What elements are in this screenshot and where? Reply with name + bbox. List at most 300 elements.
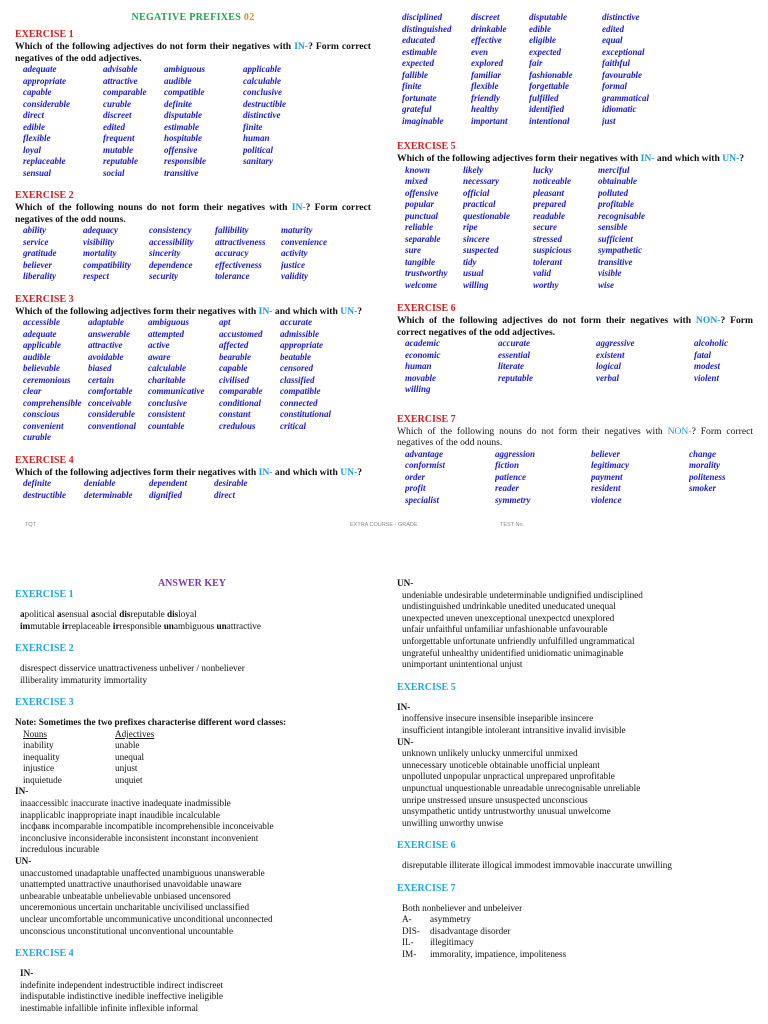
- word-item: audible: [164, 75, 192, 86]
- word-item: accessibility: [149, 236, 194, 247]
- answer-key-exercise-3-heading: EXERCISE 3: [15, 697, 74, 709]
- answer-key-exercise-5-heading: EXERCISE 5: [397, 681, 456, 693]
- prefix-part: a: [57, 609, 62, 619]
- word-item: active: [148, 340, 170, 350]
- prefix-part: dis: [167, 609, 179, 619]
- word-item: sympathetic: [598, 245, 642, 255]
- word-item: adequate: [23, 328, 57, 339]
- word-item: apt: [219, 317, 231, 327]
- word-item: applicable: [23, 340, 61, 350]
- exercise-1-question: Which of the following adjectives do not form their negatives with IN-? Form correct negatives of the odd adjectives.: [15, 41, 371, 64]
- word-item: mixed: [405, 176, 428, 186]
- word-item: civilised: [219, 374, 249, 385]
- word-item: believable: [23, 363, 60, 373]
- answer-line: inestimable infallible infinite inflexible informal: [20, 1002, 199, 1013]
- word-item: consistent: [148, 409, 186, 419]
- word-item: explored: [471, 58, 503, 68]
- stem-part: attractive: [226, 620, 261, 631]
- word-item: discreet: [471, 12, 500, 22]
- word-item: accessible: [23, 317, 60, 327]
- word-item: reputable: [103, 156, 138, 166]
- word-item: convenience: [281, 236, 327, 247]
- answer-line: undeniable undesirable undeterminable undignified undisciplined: [402, 589, 643, 600]
- word-item: disputable: [164, 110, 203, 120]
- exercise-5-heading: EXERCISE 5: [397, 141, 456, 152]
- stem-part: loyal: [178, 609, 197, 619]
- nouns-column-header: Nouns: [23, 728, 47, 739]
- title-number: 02: [243, 12, 255, 23]
- answer-line: inoffensive insecure insensible inseparible insincere: [402, 713, 594, 724]
- prefix-part: im: [20, 620, 31, 631]
- exercise-4-word-list: [23, 478, 371, 501]
- answer-key-exercise-5-in-lines: [397, 713, 757, 736]
- word-item: trustworthy: [405, 268, 448, 278]
- word-item: ambiguous: [164, 64, 206, 74]
- word-item: attractiveness: [215, 236, 266, 247]
- word-item: fatal: [694, 349, 711, 360]
- word-item: [596, 384, 694, 396]
- word-item: respect: [83, 271, 109, 281]
- word-item: comparable: [219, 386, 263, 396]
- word-item: tangible: [405, 256, 436, 267]
- exercise-7-heading: EXERCISE 7: [397, 413, 456, 425]
- word-item: transitive: [598, 256, 633, 267]
- word-item: edible: [23, 121, 45, 132]
- word-item: change: [689, 448, 716, 459]
- stem-part: sensual: [61, 609, 91, 619]
- word-item: pleasant: [533, 187, 565, 198]
- word-item: activity: [281, 248, 308, 258]
- exercise-7-question: Which of the following nouns do not form their negatives with NON-? Form correct negatives of the odd nouns.: [397, 425, 753, 448]
- word-item: clear: [23, 386, 42, 396]
- word-item: effectiveness: [215, 259, 262, 270]
- word-item: aware: [148, 351, 171, 362]
- exercise-3-word-list: [23, 317, 371, 444]
- prefix-part: ir: [62, 620, 69, 631]
- answer-key-exercise-5-un-label: UN-: [397, 736, 414, 747]
- answer-line: illiberality immaturity immortality: [20, 674, 148, 685]
- answer-line: unsympathetic untidy untrustworthy unusual unwelcome: [402, 806, 611, 817]
- word-item: connected: [280, 397, 318, 408]
- word-item: estimable: [164, 121, 199, 132]
- word-item: deniable: [84, 478, 116, 488]
- word-item: security: [149, 271, 178, 281]
- word-item: just: [602, 115, 616, 126]
- exercise-2-heading: EXERCISE 2: [15, 190, 74, 201]
- word-item: exceptional: [602, 46, 645, 57]
- answer-key-exercise-6-heading: EXERCISE 6: [397, 840, 456, 852]
- word-item: adequate: [23, 64, 57, 74]
- word-item: known: [405, 164, 431, 175]
- word-item: offensive: [405, 187, 439, 198]
- answer-line: unclear uncomfortable uncommunicative unconditional unconnected: [20, 914, 273, 924]
- adjectives-column-header: Adjectives: [115, 728, 155, 739]
- word-item: obtainable: [598, 176, 638, 186]
- word-item: fortunate: [402, 92, 437, 103]
- answer-line: unnecessary unoticeble obtainable unofficial unpleant: [402, 759, 600, 770]
- answer-key-exercise-4-heading: EXERCISE 4: [15, 948, 74, 960]
- word-item: polluted: [598, 187, 629, 198]
- stem-part: responsible: [119, 620, 164, 631]
- word-item: direct: [23, 110, 44, 120]
- word-item: discreet: [103, 110, 132, 120]
- word-item: literate: [498, 361, 524, 371]
- word-item: gratitude: [23, 248, 57, 258]
- word-item: service: [23, 236, 49, 247]
- word-item: liberality: [23, 271, 56, 281]
- answer-line: inapplicablc inappropriate inapt inaudible incalculable: [20, 809, 221, 820]
- word-item: applicable: [243, 64, 281, 74]
- word-item: considerable: [23, 98, 70, 109]
- word-item: attempted: [148, 328, 184, 339]
- answer-line: unknown unlikely unlucky unmerciful unmixed: [402, 748, 578, 759]
- word-item: determinable: [84, 489, 133, 500]
- answer-key-exercise-1-line-2: [15, 621, 385, 633]
- word-item: accurate: [498, 338, 530, 348]
- word-item: affected: [219, 340, 249, 350]
- word-item: fallibility: [215, 225, 249, 235]
- exercise-4-question: Which of the following adjectives form their negatives with IN- and which with UN-?: [15, 466, 363, 478]
- word-item: edited: [103, 121, 125, 132]
- answer-key-exercise-3-in-lines: [15, 798, 385, 856]
- word-item: conformist: [405, 460, 446, 470]
- word-item: resident: [591, 483, 621, 493]
- word-item: responsible: [164, 156, 207, 166]
- word-item: effective: [471, 35, 502, 45]
- footer-left: TQT: [25, 522, 36, 528]
- word-item: reliable: [405, 222, 433, 232]
- word-item: calculable: [243, 75, 281, 86]
- exercise-5-word-list: [405, 165, 753, 292]
- word-item: verbal: [596, 372, 619, 383]
- word-item: audible: [23, 351, 51, 362]
- word-item: legitimacy: [591, 460, 629, 470]
- word-item: edible: [529, 23, 551, 34]
- answer-key-exercise-4-in-lines: [15, 980, 385, 1015]
- word-item: destructible: [23, 489, 66, 500]
- exercise-1-heading: EXERCISE 1: [15, 29, 74, 40]
- word-item: stressed: [533, 233, 562, 244]
- word-item: compatibility: [83, 259, 131, 270]
- word-item: profitable: [598, 199, 634, 209]
- word-item: faithful: [602, 58, 631, 68]
- word-item: compatible: [280, 386, 321, 396]
- word-item: alcoholic: [694, 338, 728, 348]
- word-item: flexible: [23, 133, 51, 143]
- word-item: distinguished: [402, 23, 452, 34]
- answer-key-left-column: [15, 589, 385, 1015]
- word-item: economic: [405, 349, 441, 360]
- word-item: censored: [280, 363, 313, 373]
- word-item: official: [463, 187, 490, 198]
- word-item: dignified: [149, 489, 182, 500]
- word-item: distinctive: [602, 12, 640, 22]
- word-item: tidy: [463, 256, 477, 267]
- word-item: admissible: [280, 328, 320, 339]
- word-item: consistency: [149, 225, 192, 235]
- answer-line: unconscious unconstitutional unconventional uncountable: [20, 925, 234, 936]
- answer-line: unattempted unattractive unauthorised unavoidable unaware: [20, 879, 242, 890]
- word-item: fair: [529, 58, 543, 68]
- word-item: maturity: [281, 225, 313, 235]
- word-item: [219, 432, 280, 444]
- word-item: imaginable: [402, 115, 444, 126]
- word-item: comfortable: [88, 386, 133, 396]
- stem-part: replaceable: [68, 620, 113, 631]
- word-item: communicative: [148, 386, 205, 396]
- word-item: wise: [598, 279, 615, 290]
- answer-key-exercise-7-first: Both nonbeliever and unbeleiver: [402, 902, 523, 913]
- word-item: fashionable: [529, 69, 573, 80]
- word-item: curable: [23, 432, 51, 442]
- word-item: [148, 432, 219, 444]
- word-item: dependent: [149, 478, 187, 488]
- answer-line: inconclusive inconsiderable inconsistent inconstant inconvenient: [20, 832, 259, 843]
- word-item: essential: [498, 349, 531, 360]
- exercise-2-question: Which of the following nouns do not form their negatives with IN-? Form correct negatives of the odd nouns.: [15, 202, 371, 225]
- prefix-part: un: [163, 620, 174, 631]
- word-item: compatible: [164, 87, 205, 97]
- word-item: profit: [405, 483, 426, 493]
- prefix-part: ir: [112, 620, 120, 631]
- word-item: conventional: [88, 420, 137, 431]
- exercises-right-column: [397, 12, 753, 506]
- word-item: avoidable: [88, 351, 124, 362]
- answer-line: unbearable unbeatable unbelievable unbiased uncensored: [20, 890, 231, 901]
- word-item: important: [471, 115, 508, 126]
- word-item: mutable: [103, 144, 134, 155]
- word-item: formal: [602, 81, 628, 91]
- word-item: direct: [214, 489, 235, 500]
- word-item: separable: [405, 233, 441, 244]
- answer-key-exercise-1-line-1: [15, 609, 385, 621]
- word-item: payment: [591, 471, 623, 482]
- word-item: human: [243, 133, 270, 143]
- word-item: [694, 384, 754, 396]
- answer-line: indisputable indistinctive inedible ineffective ineligible: [20, 991, 223, 1002]
- stem-part: social: [95, 609, 120, 619]
- word-item: classified: [280, 374, 315, 385]
- word-item: accuracy: [215, 248, 249, 258]
- word-item: [498, 384, 596, 396]
- word-item: recognisable: [598, 210, 645, 221]
- word-item: favourable: [602, 69, 642, 80]
- word-item: smoker: [689, 483, 716, 493]
- word-item: patience: [495, 471, 526, 482]
- word-item: lucky: [533, 164, 553, 175]
- word-item: academic: [405, 338, 440, 348]
- word-item: justice: [281, 259, 305, 270]
- footer-test-no: TEST No.: [500, 522, 525, 528]
- word-item: edited: [602, 23, 624, 34]
- word-item: aggressive: [596, 338, 635, 348]
- exercise-5-question: Which of the following adjectives form their negatives with IN- and which with UN-?: [397, 153, 745, 164]
- answer-line: ungrateful unhealthy unidentified unidiomatic unimaginable: [402, 647, 624, 658]
- word-item: conceivable: [88, 397, 132, 408]
- prefix-part: a: [20, 609, 25, 619]
- word-item: sincere: [463, 233, 490, 244]
- word-item: merciful: [598, 164, 630, 175]
- word-item: believer: [591, 448, 620, 459]
- word-item: willing: [405, 384, 431, 394]
- word-item: calculable: [148, 363, 186, 373]
- exercise-3-heading: EXERCISE 3: [15, 293, 74, 305]
- word-item: advantage: [405, 448, 443, 459]
- word-item: questionable: [463, 210, 511, 221]
- word-item: transitive: [164, 167, 199, 178]
- word-item: conclusive: [148, 397, 187, 408]
- word-item: usual: [463, 268, 484, 278]
- word-item: frequent: [103, 133, 135, 143]
- answer-key-exercise-3-un-lines: [15, 868, 385, 938]
- word-item: grammatical: [602, 92, 649, 103]
- stem-part: reputable: [130, 609, 167, 619]
- word-item: finite: [243, 121, 263, 132]
- word-item: tolerant: [533, 256, 563, 267]
- word-item: beatable: [280, 351, 311, 362]
- answer-key-exercise-1-heading: EXERCISE 1: [15, 589, 74, 600]
- word-item: drinkable: [471, 23, 507, 34]
- word-item: hospitable: [164, 133, 203, 143]
- answer-line: insufficient intangible intolerant intransitive invalid invisible: [402, 724, 626, 735]
- word-item: punctual: [405, 210, 439, 221]
- word-item: [243, 168, 323, 180]
- word-item: tolerance: [215, 271, 250, 281]
- word-item: [88, 432, 148, 444]
- prefix-part: dis: [119, 609, 131, 619]
- word-item: answerable: [88, 328, 131, 339]
- word-item: practical: [463, 199, 496, 209]
- word-item: validity: [281, 271, 308, 281]
- word-item: offensive: [164, 144, 198, 155]
- word-item: intentional: [529, 115, 570, 126]
- exercise-3-question: Which of the following adjectives form their negatives with IN- and which with UN-?: [15, 305, 363, 317]
- word-item: [689, 495, 749, 507]
- word-item: grateful: [402, 104, 432, 114]
- answer-key-exercise-3-note: Note: Sometimes the two prefixes characterise different word classes:: [15, 717, 287, 728]
- word-item: equal: [602, 35, 623, 45]
- answer-key-exercise-3-in-label: IN-: [15, 786, 29, 797]
- word-item: definite: [23, 478, 51, 488]
- answer-key-exercise-6-line: disreputable illiterate illogical immodest immovable inaccurate unwilling: [402, 860, 672, 871]
- word-item: biased: [88, 363, 112, 373]
- word-item: sensual: [23, 167, 52, 178]
- word-item: finite: [402, 81, 422, 91]
- word-item: symmetry: [495, 494, 531, 505]
- word-item: distinctive: [243, 110, 281, 120]
- word-item: dependence: [149, 259, 193, 270]
- word-item: capable: [23, 87, 52, 97]
- word-item: comprehensible: [23, 397, 82, 408]
- word-item: suspicious: [533, 245, 572, 255]
- word-item: popular: [405, 199, 435, 209]
- word-item: accustomed: [219, 328, 263, 339]
- word-item: logical: [596, 361, 621, 371]
- word-item: critical: [280, 420, 306, 431]
- word-item: expected: [402, 58, 434, 68]
- word-item: visible: [598, 268, 622, 278]
- answer-key-exercise-5-in-label: IN-: [397, 701, 411, 712]
- word-item: noticeable: [533, 176, 571, 186]
- word-item: reader: [495, 483, 519, 493]
- answer-key-exercise-7-prefix-table: A- asymmetry DIS- disadvantage disorder IL- illegitimacy IM- immorality, impatience, impoliteness: [402, 914, 567, 959]
- answer-line: unaccustomed unadaptable unaffected unambiguous unanswerable: [20, 867, 265, 878]
- answer-key-exercise-7-heading: EXERCISE 7: [397, 882, 456, 894]
- word-item: believer: [23, 259, 52, 270]
- word-item: forgettable: [529, 81, 569, 91]
- word-item: violent: [694, 372, 719, 383]
- footer-grade: EXTRA COURSE - GRADE: [350, 522, 418, 528]
- word-item: order: [405, 471, 425, 482]
- exercise-6-question: Which of the following adjectives do not form their negatives with NON-? Form correct negatives of the odd adjectives.: [397, 315, 753, 338]
- word-item: replaceable: [23, 156, 66, 166]
- word-item: constitutional: [280, 409, 332, 419]
- word-item: necessary: [463, 176, 499, 186]
- word-item: fulfilled: [529, 92, 559, 103]
- word-item: visibility: [83, 236, 114, 247]
- word-item: conscious: [23, 409, 60, 419]
- word-item: disputable: [529, 12, 568, 22]
- exercise-6-heading: EXERCISE 6: [397, 303, 456, 314]
- answer-line: unexpected uneven unexceptional unexpectcd unexplored: [402, 612, 615, 623]
- word-item: readable: [533, 210, 565, 221]
- word-item: charitable: [148, 374, 186, 385]
- exercise-7-word-list: [405, 449, 753, 507]
- answer-key-exercise-5-un-lines: [397, 748, 757, 829]
- answer-key-exercise-3-un-label: UN-: [15, 856, 32, 867]
- word-item: certain: [88, 374, 114, 385]
- word-item: violence: [591, 494, 622, 505]
- word-item: adaptable: [88, 317, 124, 327]
- word-item: bearable: [219, 351, 251, 362]
- word-item: existent: [596, 349, 625, 360]
- word-item: credulous: [219, 420, 256, 431]
- word-item: fallible: [402, 69, 428, 80]
- answer-line: unpunctual unquestionable unreadable unrecognisable unreliable: [402, 782, 641, 793]
- word-item: ripe: [463, 222, 478, 232]
- word-item: expected: [529, 46, 561, 57]
- answer-key-exercise-2-lines: [15, 663, 385, 686]
- word-item: accurate: [280, 317, 312, 327]
- prefix-part: un: [216, 620, 227, 631]
- word-item: welcome: [405, 279, 437, 290]
- word-item: curable: [103, 98, 131, 109]
- word-item: political: [243, 144, 273, 155]
- word-item: sufficient: [598, 233, 633, 244]
- word-item: advisable: [103, 64, 138, 74]
- word-item: ceremonious: [23, 374, 71, 385]
- answer-line: unwilling unworthy unwise: [402, 817, 504, 828]
- answer-line: unripe unstressed unsure unsuspected unconscious: [402, 794, 588, 805]
- answer-line: unpolluted unpopular unpractical unprepared unprofitable: [402, 771, 615, 782]
- word-item: idiomatic: [602, 104, 637, 114]
- stem-part: political: [24, 609, 57, 619]
- word-item: fiction: [495, 460, 519, 470]
- word-item: politeness: [689, 471, 726, 482]
- word-item: social: [103, 167, 125, 178]
- answer-line: incфавк incomparable incompatible incomprehensible inconceivable: [20, 821, 274, 832]
- word-item: capable: [219, 363, 248, 373]
- exercise-2-word-list: [23, 225, 371, 283]
- word-item: [280, 432, 350, 444]
- word-item: flexible: [471, 81, 499, 91]
- word-item: attractive: [103, 75, 138, 86]
- word-item: mortality: [83, 248, 117, 258]
- answer-line: unimportant unintentional unjust: [402, 659, 523, 670]
- word-item: identified: [529, 104, 564, 114]
- answer-line: unforgettable unfortunate unfriendly unfulfilled ungrammatical: [402, 635, 635, 646]
- word-item: reputable: [498, 372, 533, 383]
